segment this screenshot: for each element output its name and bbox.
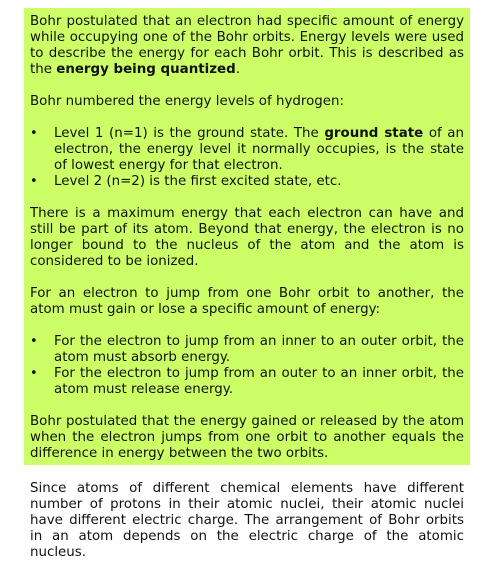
- bullet-icon: •: [30, 334, 38, 349]
- paragraph-electron-jump: For an electron to jump from one Bohr orbit to another, the atom must gain or lose a specific amount of energy:: [30, 286, 464, 317]
- bullet-icon: •: [30, 174, 38, 189]
- term-ground-state: ground state: [324, 126, 424, 141]
- list-item-ground-state-rest: of an electron, the energy level it normally occupies, is the state of lowest energy for that electron.: [54, 126, 464, 173]
- list-item-release-energy: [30, 366, 464, 398]
- highlighted-text-block: [24, 8, 470, 465]
- list-item-ground-state-text: Level 1 (n=1) is the ground state. The: [54, 126, 325, 141]
- bullet-icon: •: [30, 126, 38, 141]
- term-energy-being-quantized: energy being quantized: [56, 62, 236, 77]
- list-item-absorb-energy: [30, 334, 464, 366]
- paragraph-energy-quantized-text: Bohr postulated that an electron had specific amount of energy while occupying one of the Bohr orbits. Energy levels were used to describe the energy for each Bohr orbit. This is described as the: [30, 14, 464, 77]
- electron-jump-list: [30, 334, 464, 398]
- bullet-icon: •: [30, 366, 38, 381]
- paragraph-end-period: .: [235, 62, 240, 77]
- paragraph-energy-difference: Bohr postulated that the energy gained or released by the atom when the electron jumps from one orbit to another equals the difference in energy between the two orbits.: [30, 414, 464, 461]
- energy-levels-list: [30, 126, 464, 190]
- list-item-ground-state: [30, 126, 464, 174]
- list-item-first-excited-state-text: Level 2 (n=2) is the first excited state, etc.: [54, 174, 342, 189]
- list-item-absorb-energy-text: For the electron to jump from an inner to an outer orbit, the atom must absorb energy.: [54, 334, 464, 365]
- paragraph-nuclear-charge: Since atoms of different chemical elements have different number of protons in their atomic nuclei, their atomic nuclei have different electric charge. The arrangement of Bohr orbits in an atom depends on the electric charge of the atomic nucleus.: [30, 481, 464, 560]
- list-item-first-excited-state: [30, 174, 464, 190]
- paragraph-energy-levels-intro: Bohr numbered the energy levels of hydrogen:: [30, 94, 345, 109]
- plain-text-block: [24, 481, 470, 561]
- paragraph-ionization: There is a maximum energy that each electron can have and still be part of its atom. Beyond that energy, the electron is no longer bound to the nucleus of the atom and the atom is considered to be ionized.: [30, 206, 464, 269]
- paragraph-energy-quantized: [30, 14, 464, 78]
- list-item-release-energy-text: For the electron to jump from an outer to an inner orbit, the atom must release energy.: [54, 366, 464, 397]
